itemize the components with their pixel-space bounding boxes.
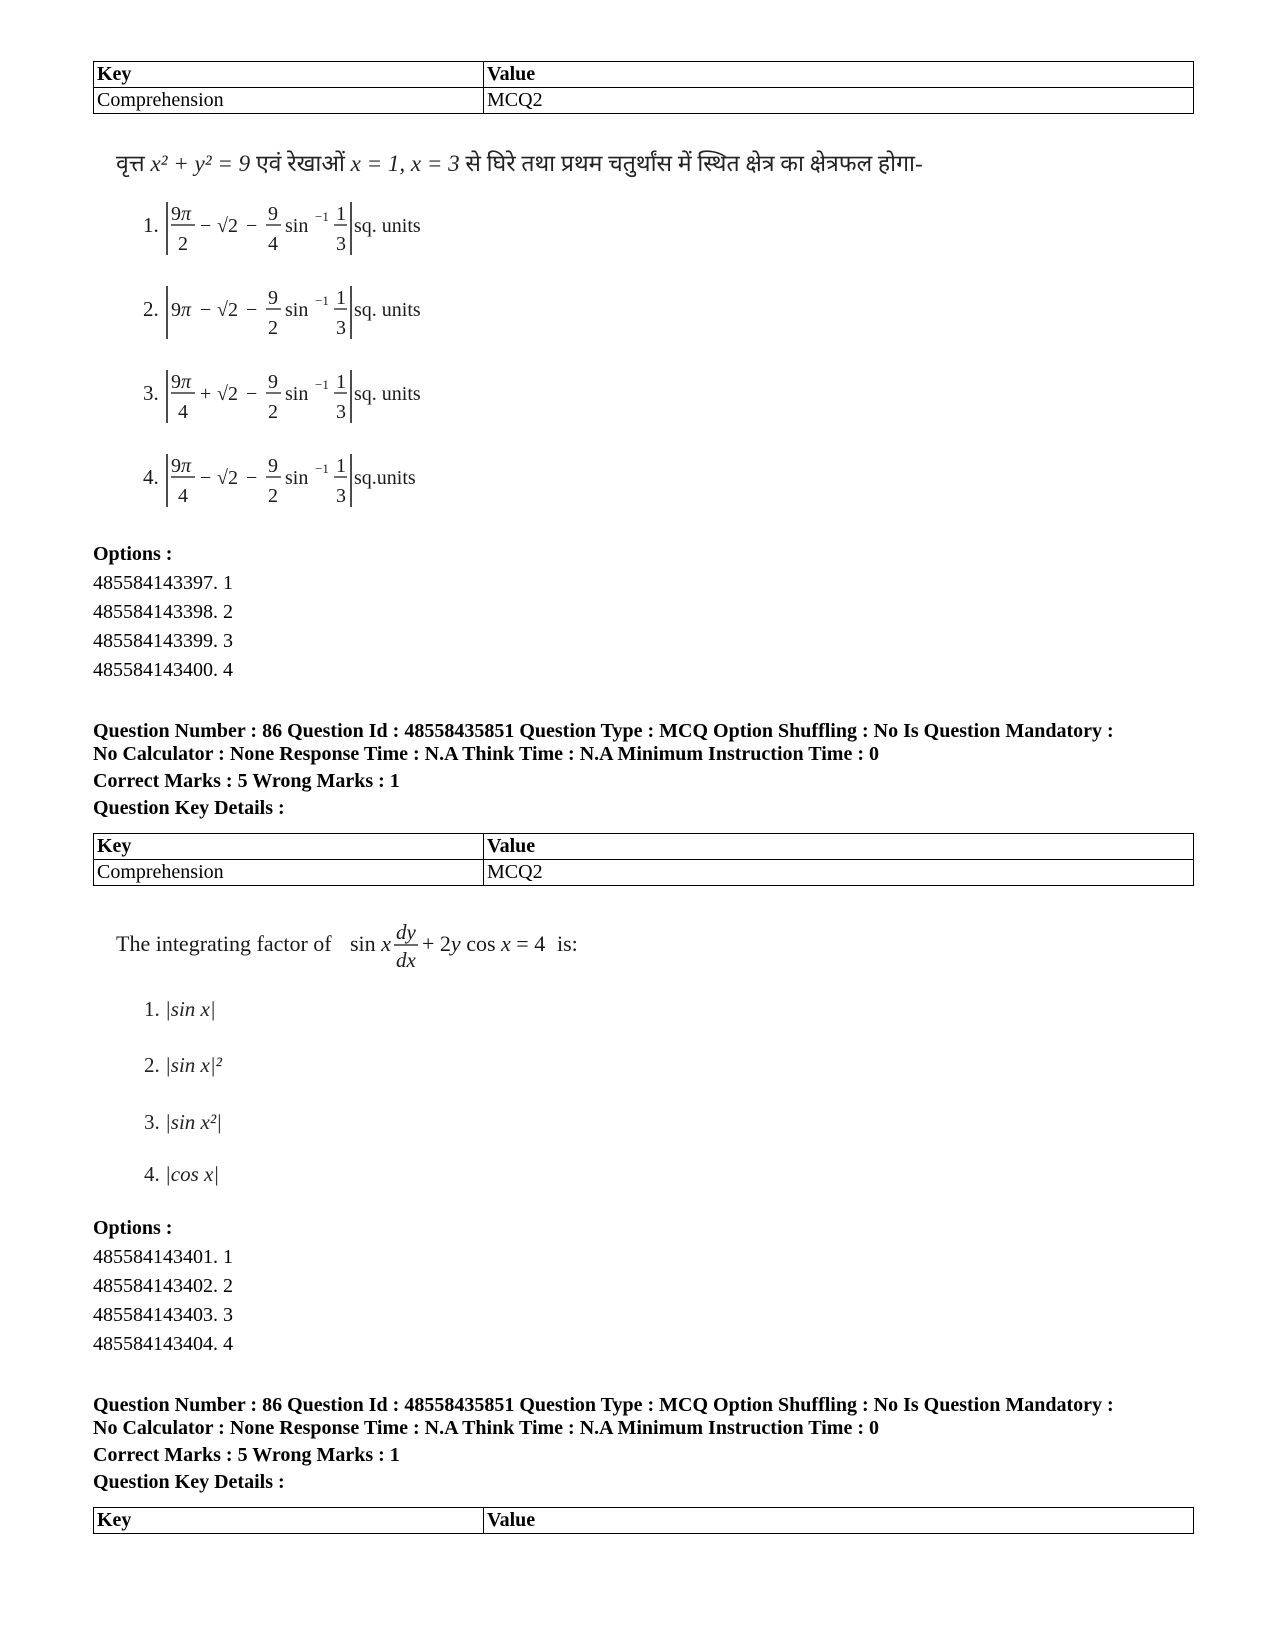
svg-text:dx: dx [396, 948, 416, 972]
svg-text:1: 1 [336, 455, 346, 477]
question-2-choice-1 [144, 997, 216, 1022]
svg-text:−: − [246, 467, 258, 489]
question-meta-line-2: No Calculator : None Response Time : N.A Think Time : N.A Minimum Instruction Time : 0 [93, 1417, 879, 1439]
options-heading: Options : [93, 1217, 173, 1239]
choice-4-formula [143, 454, 416, 507]
svg-text:−1: −1 [315, 209, 329, 224]
question-2-stem [112, 915, 592, 975]
svg-text:4: 4 [268, 233, 278, 255]
value-header: Value [484, 834, 1194, 860]
question-key-table-3 [93, 1507, 1194, 1534]
marks-line: Correct Marks : 5 Wrong Marks : 1 [93, 1444, 400, 1466]
svg-text:−1: −1 [315, 377, 329, 392]
question-1-options [93, 540, 233, 685]
svg-text:−: − [246, 383, 258, 405]
svg-text:3: 3 [336, 233, 346, 255]
question-meta-line-1: Question Number : 86 Question Id : 48558435851 Question Type : MCQ Option Shuffling : No Is Question Mandatory : [93, 720, 1114, 742]
question-meta-line-1: Question Number : 86 Question Id : 48558435851 Question Type : MCQ Option Shuffling : No Is Question Mandatory : [93, 1394, 1114, 1416]
question-2-choice-2 [144, 1053, 222, 1078]
svg-text:1: 1 [336, 203, 346, 225]
svg-text:sin: sin [285, 215, 309, 237]
svg-text:−: − [200, 299, 212, 321]
svg-text:sin x: sin x [350, 931, 391, 956]
svg-text:−1: −1 [315, 293, 329, 308]
key-details-heading: Question Key Details : [93, 1471, 285, 1493]
question-1-stem [116, 146, 923, 178]
svg-text:9π: 9π [171, 203, 192, 225]
choice-num: 4. [143, 465, 159, 489]
svg-text:+: + [200, 383, 212, 405]
question-2-choice-3 [144, 1110, 222, 1135]
choice-unit: sq. units [354, 299, 421, 321]
choice-2-formula [143, 286, 421, 339]
choice-3-formula [143, 370, 421, 423]
choice-unit: sq.units [354, 467, 416, 489]
svg-text:√2: √2 [217, 215, 238, 237]
choice-unit: sq. units [354, 383, 421, 405]
choice-num: 2. [144, 1053, 160, 1077]
question-key-table-1 [93, 61, 1194, 114]
value-cell: MCQ2 [484, 88, 1194, 114]
svg-text:−: − [200, 467, 212, 489]
svg-text:−: − [246, 299, 258, 321]
key-header: Key [94, 1508, 484, 1534]
svg-text:√2: √2 [217, 467, 238, 489]
choice-text: |sin x|² [165, 1053, 222, 1077]
svg-text:√2: √2 [217, 299, 238, 321]
svg-text:dy: dy [396, 920, 416, 944]
svg-text:3: 3 [336, 317, 346, 339]
key-details-heading: Question Key Details : [93, 797, 285, 819]
key-cell: Comprehension [94, 88, 484, 114]
choice-text: |sin x²| [165, 1110, 222, 1134]
question-2-choice-4 [144, 1162, 219, 1187]
svg-text:2: 2 [268, 485, 278, 507]
option-item: 485584143400. 4 [93, 659, 233, 681]
svg-text:2: 2 [268, 317, 278, 339]
option-item: 485584143402. 2 [93, 1275, 233, 1297]
svg-text:−1: −1 [315, 461, 329, 476]
options-heading: Options : [93, 543, 173, 565]
svg-text:9: 9 [268, 371, 278, 393]
svg-text:−: − [246, 215, 258, 237]
value-header: Value [484, 62, 1194, 88]
choice-num: 1. [144, 997, 160, 1021]
svg-text:sin: sin [285, 467, 309, 489]
marks-line: Correct Marks : 5 Wrong Marks : 1 [93, 770, 400, 792]
choice-1-formula [143, 202, 421, 255]
svg-text:2: 2 [178, 233, 188, 255]
svg-text:sin: sin [285, 383, 309, 405]
stem-suffix: से घिरे तथा प्रथम चतुर्थांस में स्थित क्षेत्र का क्षेत्रफल होगा- [465, 151, 923, 176]
stem-prefix: The integrating factor of [116, 931, 332, 956]
svg-text:9: 9 [268, 287, 278, 309]
stem-mid: एवं रेखाओं [255, 151, 345, 176]
svg-text:−: − [200, 215, 212, 237]
svg-text:1: 1 [336, 287, 346, 309]
svg-text:9π: 9π [171, 371, 192, 393]
circle-equation: x² + y² = 9 [150, 151, 251, 176]
option-item: 485584143404. 4 [93, 1333, 233, 1355]
value-header: Value [484, 1508, 1194, 1534]
table-header-row [94, 1508, 1194, 1534]
choice-unit: sq. units [354, 215, 421, 237]
option-item: 485584143401. 1 [93, 1246, 233, 1268]
table-header-row [94, 834, 1194, 860]
question-1-choices [135, 195, 465, 525]
option-item: 485584143397. 1 [93, 572, 233, 594]
question-2-meta [93, 720, 1114, 823]
key-cell: Comprehension [94, 860, 484, 886]
question-3-meta [93, 1394, 1114, 1497]
svg-text:9: 9 [268, 203, 278, 225]
question-2-options [93, 1214, 233, 1359]
stem-prefix: वृत्त [116, 151, 145, 176]
choice-text: |sin x| [165, 997, 216, 1021]
line-equations: x = 1, x = 3 [350, 151, 460, 176]
option-item: 485584143403. 3 [93, 1304, 233, 1326]
svg-text:2: 2 [268, 401, 278, 423]
option-item: 485584143398. 2 [93, 601, 233, 623]
value-cell: MCQ2 [484, 860, 1194, 886]
question-key-table-2 [93, 833, 1194, 886]
choice-num: 2. [143, 297, 159, 321]
svg-text:4: 4 [178, 485, 188, 507]
svg-text:+ 2y cos x = 4: + 2y cos x = 4 [422, 931, 546, 956]
question-meta-line-2: No Calculator : None Response Time : N.A Think Time : N.A Minimum Instruction Time : 0 [93, 743, 879, 765]
choice-num: 4. [144, 1162, 160, 1186]
table-row [94, 88, 1194, 114]
key-header: Key [94, 62, 484, 88]
svg-text:9π: 9π [171, 455, 192, 477]
choice-num: 3. [144, 1110, 160, 1134]
key-header: Key [94, 834, 484, 860]
svg-text:sin: sin [285, 299, 309, 321]
option-item: 485584143399. 3 [93, 630, 233, 652]
table-header-row [94, 62, 1194, 88]
stem-suffix: is: [557, 931, 578, 956]
choice-num: 3. [143, 381, 159, 405]
svg-text:9π: 9π [171, 299, 192, 321]
svg-text:3: 3 [336, 485, 346, 507]
choice-text: |cos x| [165, 1162, 220, 1186]
choice-num: 1. [143, 213, 159, 237]
svg-text:√2: √2 [217, 383, 238, 405]
svg-text:1: 1 [336, 371, 346, 393]
table-row [94, 860, 1194, 886]
svg-text:9: 9 [268, 455, 278, 477]
svg-text:3: 3 [336, 401, 346, 423]
svg-text:4: 4 [178, 401, 188, 423]
